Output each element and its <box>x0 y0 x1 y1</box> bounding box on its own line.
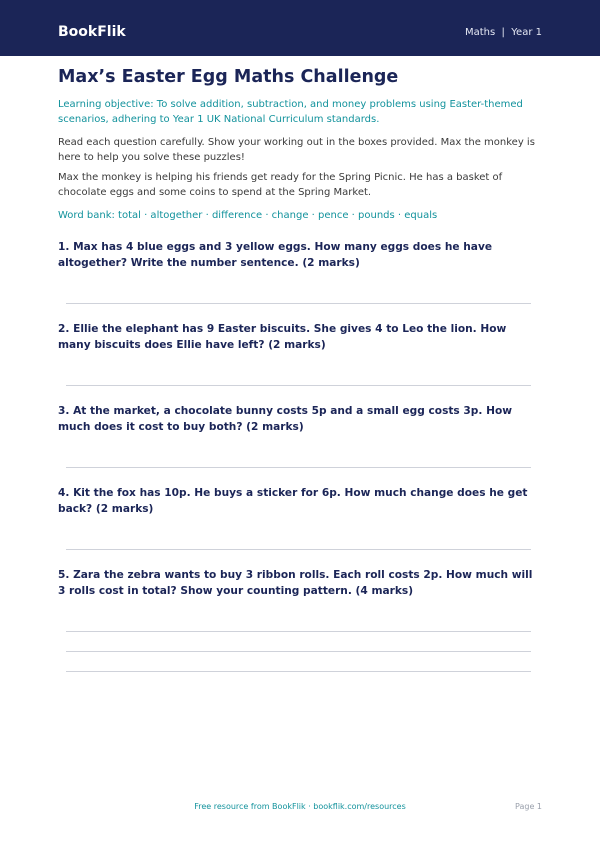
intro-paragraph: Max the monkey is helping his friends get ready for the Spring Picnic. He has a basket of chocolate eggs and some coins to spend at the Spring Market. <box>58 172 503 198</box>
question-1: 1. Max has 4 blue eggs and 3 yellow eggs. How many eggs does he have altogether? Write the number sentence. (2 marks) <box>58 241 493 269</box>
instructions-paragraph: Read each question carefully. Show your working out in the boxes provided. Max the monkey is here to help you solve these puzzles! <box>58 137 535 163</box>
question-4: 4. Kit the fox has 10p. He buys a sticker for 6p. How much change does he get back? (2 marks) <box>58 487 528 515</box>
brand-logo-text[interactable]: BookFlik <box>58 24 126 40</box>
question-5: 5. Zara the zebra wants to buy 3 ribbon rolls. Each roll costs 2p. How much will 3 rolls cost in total? Show your counting pattern. (4 marks) <box>58 569 533 597</box>
page-number: Page 1 <box>515 802 542 811</box>
question-2: 2. Ellie the elephant has 9 Easter biscuits. She gives 4 to Leo the lion. How many biscuits does Ellie have left? (2 marks) <box>58 323 507 351</box>
question-3: 3. At the market, a chocolate bunny costs 5p and a small egg costs 3p. How much does it cost to buy both? (2 marks) <box>58 405 513 433</box>
answer-line[interactable] <box>66 651 531 652</box>
answer-line[interactable] <box>66 549 531 550</box>
footer-resource-link[interactable]: Free resource from BookFlik · bookflik.com/resources <box>194 802 406 811</box>
worksheet-title: Max’s Easter Egg Maths Challenge <box>58 67 399 87</box>
header-bar <box>0 0 600 56</box>
answer-line[interactable] <box>66 303 531 304</box>
subject-year-label: Maths | Year 1 <box>464 27 542 38</box>
answer-line[interactable] <box>66 671 531 672</box>
word-bank: Word bank: total · altogether · difference · change · pence · pounds · equals <box>58 210 438 221</box>
answer-line[interactable] <box>66 385 531 386</box>
answer-line[interactable] <box>66 631 531 632</box>
answer-line[interactable] <box>66 467 531 468</box>
learning-objective: Learning objective: To solve addition, subtraction, and money problems using Easter-themed scenarios, adhering to Year 1 UK National Curriculum standards. <box>58 99 523 125</box>
